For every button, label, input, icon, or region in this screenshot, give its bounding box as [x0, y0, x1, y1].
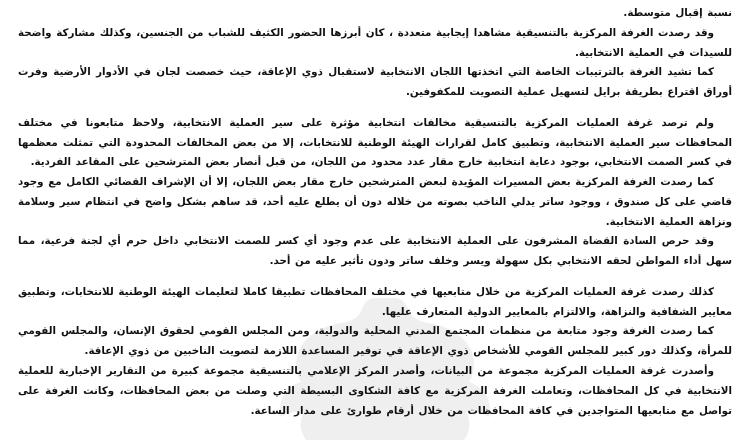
paragraph: كذلك رصدت غرفة العمليات المركزية من خلال متابعيها في مختلف المحافظات تطبيقا كاملا لتعليمات الهيئة الوطنية للانتخابات، وتطبيق معايير الشفافية والنزاهة، والالتزام بالمعايير الدولية المتعارف عليها.: [18, 285, 732, 318]
paragraph: وأصدرت غرفة العمليات المركزية مجموعة من البيانات، وأصدر المركز الإعلامي بالتنسيقية مجموعة كبيرة من التقارير الإخبارية للعملية الانتخابية في كل المحافظات، وتعاملت الغرفة المركزية مع كافة الشكاوى البسيطة التي وصلت من بعض المحافظات، وكانت الغرفة على تواصل مع متابعيها المتواجدين في كافة المحافظات من خلال أرقام طوارئ على مدار الساعة.: [18, 365, 732, 417]
paragraph-spacer: [18, 103, 732, 114]
document-body: [18, 4, 732, 421]
paragraph: كما رصدت الغرفة وجود متابعة من منظمات المجتمع المدني المحلية والدولية، ومن المجلس القومي لحقوق الإنسان، والمجلس القومي للمرأة، وكذلك دور كبير للمجلس القومي للأشخاص ذوي الإعاقة في توفير المساعدة اللازمة لتصويت الناخبين من ذوي الإعاقة.: [18, 325, 732, 358]
paragraph: كما رصدت الغرفة المركزية بعض المسيرات المؤيدة لبعض المترشحين خارج مقار بعض اللجان، إلا أن الإشراف القضائي الكامل مع وجود قاضي على كل صندوق ، ووجود ساتر يدلي الناخب بصوته من خلاله دون أن يطلع عليه أحد، قد ساهم بشكل واضح في انتظام سير وسلامة ونزاهة العملية الانتخابية.: [18, 176, 732, 228]
paragraph: كما تشيد الغرفة بالترتيبات الخاصة التي اتخذتها اللجان الانتخابية لاستقبال ذوي الإعاقة، حيث خصصت لجان في الأدوار الأرضية وفرت أوراق اقتراع بطريقة برايل لتسهيل عملية التصويت للمكفوفين.: [18, 66, 732, 99]
paragraph: نسبة إقبال متوسطة.: [623, 7, 732, 19]
paragraph-spacer: [18, 272, 732, 283]
paragraph: وقد رصدت الغرفة المركزية بالتنسيقية مشاهدا إيجابية متعددة ، كان أبرزها الحضور الكثيف للشباب من الجنسين، وكذلك مشاركة واضحة للسيدات في العملية الانتخابية.: [18, 26, 732, 59]
paragraph: ولم ترصد غرفة العمليات المركزية بالتنسيقية مخالفات انتخابية مؤثرة على سير العملية الانتخابية، ولاحظ متابعونا في مختلف المحافظات سير العملية الانتخابية، وتطبيق كامل لقرارات الهيئة الوطنية للانتخابات، إلا من بعض المخالفات المحدودة التي تمثلت معظمها في كسر الصمت الانتخابي، بوجود دعاية انتخابية خارج مقار عدد محدود من اللجان، من قبل أنصار بعض المترشحين على المقاعد الفردية.: [18, 116, 732, 169]
paragraph: وقد حرص السادة القضاة المشرفون على العملية الانتخابية على عدم وجود أي كسر للصمت الانتخابي داخل حرم أي لجنة فرعية، مما سهل أداء المواطن لحقه الانتخابي بكل سهولة ويسر وخلف ساتر ودون تأثير عليه من أحد.: [18, 235, 732, 268]
